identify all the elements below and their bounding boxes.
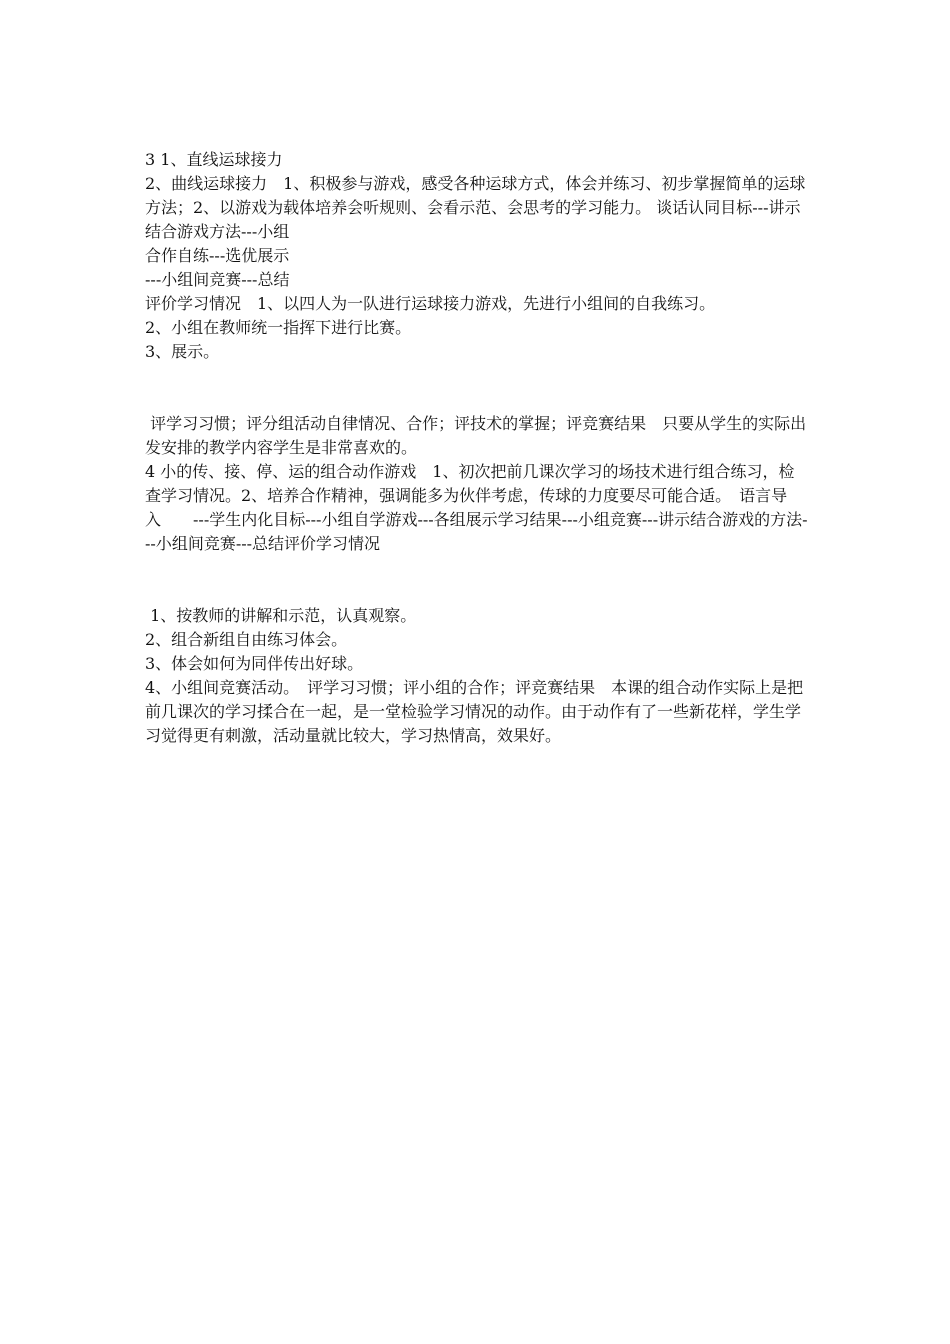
section3-line-7: 2、小组在教师统一指挥下进行比赛。 bbox=[145, 318, 412, 337]
section3-line-8: 3、展示。 bbox=[145, 342, 220, 361]
step-line-2: 2、组合新组自由练习体会。 bbox=[145, 630, 348, 649]
blank-gap-2 bbox=[145, 556, 810, 604]
section4-paragraph: 4 小的传、接、停、运的组合动作游戏 1、初次把前几课次学习的场技术进行组合练习，检查学习情况。2、培养合作精神，强调能多为伙伴考虑，传球的力度要尽可能合适。 语言导入 ---学生内化目标---小组自学游戏---各组展示学习结果---小组竞赛---讲示结合游戏的方法---小组间竞赛---总结评价学习情况 bbox=[145, 462, 808, 553]
section3-line-4: 合作自练---选优展示 bbox=[145, 246, 290, 265]
step-line-1: 1、按教师的讲解和示范，认真观察。 bbox=[145, 606, 417, 625]
section3-line-1: 3 1、直线运球接力 bbox=[145, 150, 283, 169]
evaluation-paragraph: 评学习习惯；评分组活动自律情况、合作；评技术的掌握；评竞赛结果 只要从学生的实际出发安排的教学内容学生是非常喜欢的。 bbox=[145, 414, 807, 457]
section3-line-2: 2、曲线运球接力 1、积极参与游戏，感受各种运球方式，体会并练习、初步掌握简单的运球方法；2、以游戏为载体培养会听规则、会看示范、会思考的学习能力。 谈话认同目标---讲示 bbox=[145, 174, 806, 217]
step-line-4: 4、小组间竞赛活动。 评学习习惯；评小组的合作；评竞赛结果 本课的组合动作实际上是把前几课次的学习揉合在一起，是一堂检验学习情况的动作。由于动作有了一些新花样，学生学习觉得更有刺激，活动量就比较大，学习热情高，效果好。 bbox=[145, 678, 804, 745]
section3-line-5: ---小组间竞赛---总结 bbox=[145, 270, 290, 289]
section3-line-3: 结合游戏方法---小组 bbox=[145, 222, 290, 241]
step-line-3: 3、体会如何为同伴传出好球。 bbox=[145, 654, 364, 673]
blank-gap-1 bbox=[145, 364, 810, 412]
document-body bbox=[145, 148, 810, 748]
section3-line-6: 评价学习情况 1、以四人为一队进行运球接力游戏，先进行小组间的自我练习。 bbox=[145, 294, 716, 313]
